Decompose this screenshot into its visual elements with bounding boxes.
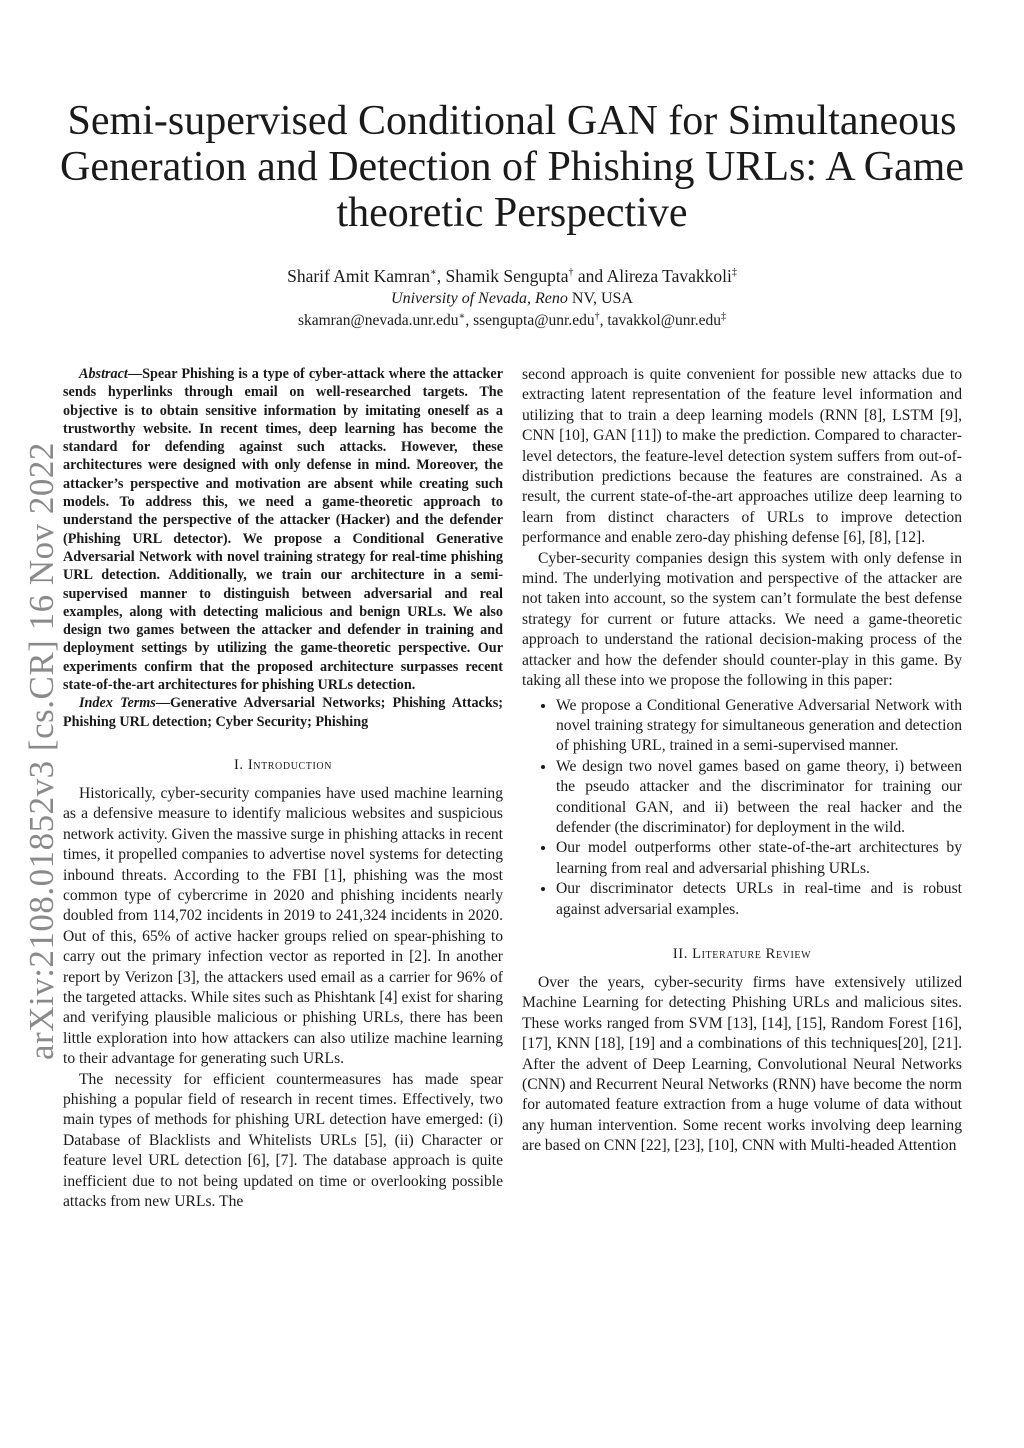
- body-paragraph: Historically, cyber-security companies have used machine learning as a defensive measure to identify malicious websites and suspicious network activity. Given the massive surge in phishing attacks in recent times, it propelled companies to advertise novel systems for detecting inbound threats. According to the FBI [1], phishing was the most common type of cybercrime in 2020 and phishing incidents nearly doubled from 114,702 incidents in 2019 to 241,324 incidents in 2020. Out of this, 65% of active hacker groups relied on spear-phishing to carry out the primary infection vector as reported in [2]. In another report by Verizon [3], the attackers used email as a carrier for 96% of the targeted attacks. While sites such as Phishtank [4] exist for sharing and verifying plausible malicious or phishing URLs, there has been little exploration into how attackers can also utilize machine learning to their advantage for generating such URLs.: [63, 784, 503, 1068]
- index-terms: [63, 694, 503, 731]
- index-terms-lead: Index Terms: [79, 695, 156, 712]
- author-separator: ,: [436, 266, 446, 286]
- author-mark: †: [568, 267, 574, 279]
- body-paragraph: The necessity for efficient countermeasures has made spear phishing a popular field of research in recent times. Effectively, two main types of methods for phishing URL detection have emerged: (i) Database of Blacklists and Whitelists URLs [5], (ii) Character or feature level URL detection [6], [7]. The database approach is quite inefficient due to not being updated on time or overlooking possible attacks from new URLs. The: [63, 1070, 503, 1211]
- left-column: [63, 365, 503, 1212]
- author-mark: ∗: [430, 267, 437, 279]
- author-separator: and: [573, 266, 607, 286]
- right-column: [522, 365, 962, 1157]
- abstract: [63, 365, 503, 694]
- contribution-list: [522, 696, 962, 920]
- author-name: Shamik Sengupta: [445, 266, 569, 286]
- section-heading-literature-review: II. Literature Review: [672, 945, 812, 962]
- body-paragraph: Cyber-security companies design this system with only defense in mind. The underlying motivation and perspective of the attacker are not taken into account, so the system can’t formulate the best defense strategy for current or future attacks. We need a game-theoretic approach to understand the rational decision-making process of the attacker and how the defender should counter-play in this game. By taking all these into we propose the following in this paper:: [522, 549, 962, 690]
- author-mark: †: [594, 310, 600, 322]
- body-paragraph: second approach is quite convenient for possible new attacks due to extracting latent representation of the feature level information and utilizing that to train a deep learning models (RNN [8], LSTM [9], CNN [10], GAN [11]) to make the prediction. Compared to character-level detectors, the feature-level detection system suffers from out-of-distribution predictions because the features are constrained. As a result, the current state-of-the-art approaches utilize deep learning to learn from distinct characters of URLs to improve detection performance and enable zero-day phishing defense [6], [8], [12].: [522, 366, 962, 547]
- arxiv-identifier-stamp[interactable]: arXiv:2108.01852v3 [cs.CR] 16 Nov 2022: [22, 442, 61, 1060]
- paper-title: Semi-supervised Conditional GAN for Simultaneous Generation and Detection of Phishing URLs: A Game theoretic Perspective: [59, 98, 964, 236]
- author-mark: ∗: [458, 310, 466, 322]
- author-name: Alireza Tavakkoli: [606, 266, 732, 286]
- university-location: NV, USA: [567, 290, 633, 307]
- email-address: , tavakkol@unr.edu: [599, 312, 722, 329]
- index-terms-text: —Generative Adversarial Networks; Phishing Attacks; Phishing URL detection; Cyber Security; Phishing: [63, 695, 503, 730]
- list-item: • Our model outperforms other state-of-the-art architectures by learning from real and adversarial phishing URLs.: [556, 838, 962, 879]
- author-list: [40, 266, 984, 287]
- abstract-lead: Abstract: [79, 366, 128, 382]
- university-name: University of Nevada, Reno: [391, 290, 568, 307]
- email-address: skamran@nevada.unr.edu: [297, 312, 459, 329]
- author-mark: ‡: [721, 310, 727, 322]
- author-mark: ‡: [731, 267, 737, 279]
- abstract-text: —Spear Phishing is a type of cyber-attack where the attacker sends hyperlinks through email on well-researched targets. The objective is to obtain sensitive information by imitating oneself as a trustworthy website. In recent times, deep learning has become the standard for defending against such attacks. However, these architectures were designed with only defense in mind. Moreover, the attacker’s perspective and motivation are absent while creating such models. To address this, we need a game-theoretic approach to understand the perspective of the attacker (Hacker) and the defender (Phishing URL detector). We propose a Conditional Generative Adversarial Network with novel training strategy for real-time phishing URL detection. Additionally, we train our architecture in a semi-supervised manner to distinguish between adversarial and real examples, along with detecting malicious and benign URLs. We also design two games between the attacker and defender in training and deployment settings by utilizing the game-theoretic perspective. Our experiments confirm that the proposed architecture surpasses recent state-of-the-art architectures for phishing URLs detection.: [63, 366, 503, 694]
- section-heading-introduction: I. Introduction: [233, 756, 333, 773]
- list-item: • We design two novel games based on game theory, i) between the pseudo attacker and the discriminator for training our conditional GAN, and ii) between the real hacker and the defender (the discriminator) for deployment in the wild.: [556, 757, 962, 839]
- list-item: • Our discriminator detects URLs in real-time and is robust against adversarial examples.: [556, 879, 962, 920]
- email-address: , ssengupta@unr.edu: [465, 312, 595, 329]
- affiliation: [40, 290, 984, 308]
- author-name: Sharif Amit Kamran: [287, 266, 430, 286]
- author-emails: [40, 312, 984, 330]
- body-paragraph: Over the years, cyber-security firms have extensively utilized Machine Learning for detecting Phishing URLs and malicious sites. These works ranged from SVM [13], [14], [15], Random Forest [16], [17], KNN [18], [19] and a combinations of this techniques[20], [21]. After the advent of Deep Learning, Convolutional Neural Networks (CNN) and Recurrent Neural Networks (RNN) have become the norm for automated feature extraction from a huge volume of data without any human intervention. Some recent works involving deep learning are based on CNN [22], [23], [10], CNN with Multi-headed Attention: [522, 973, 962, 1155]
- list-item: • We propose a Conditional Generative Adversarial Network with novel training strategy for simultaneous generation and detection of phishing URL, trained in a semi-supervised manner.: [556, 696, 962, 757]
